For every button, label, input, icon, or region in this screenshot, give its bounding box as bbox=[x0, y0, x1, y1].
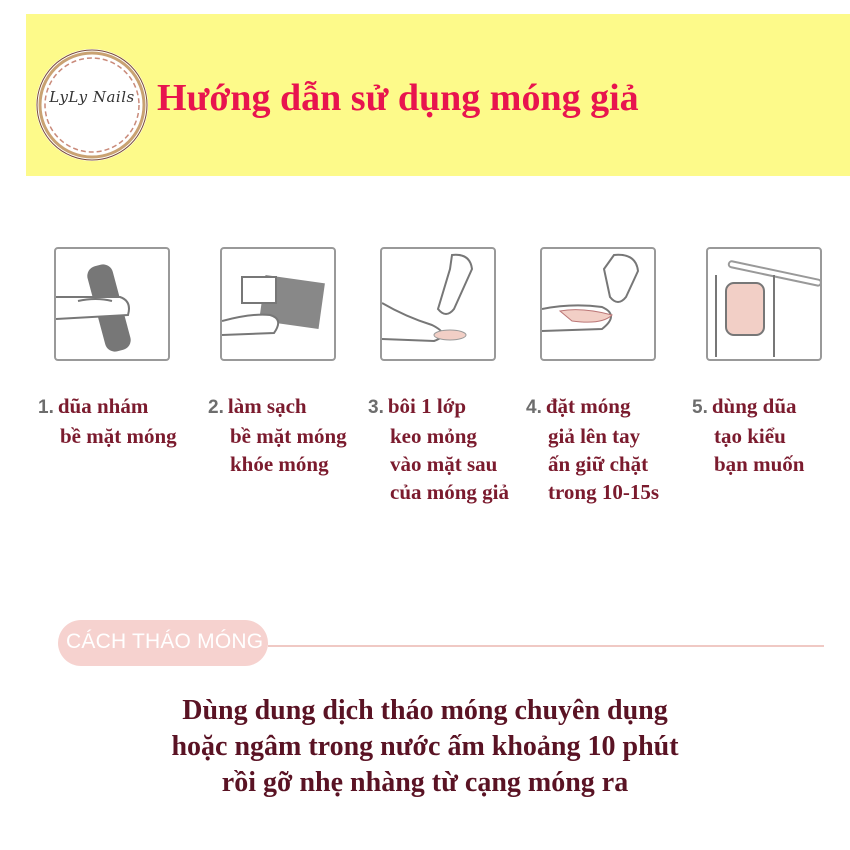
step-3-text bbox=[368, 392, 509, 506]
step-line: ấn giữ chặt bbox=[548, 452, 649, 476]
instruction-line: rồi gỡ nhẹ nhàng từ cạng móng ra bbox=[221, 767, 629, 798]
step-line: vào mặt sau bbox=[390, 452, 498, 476]
removal-instructions bbox=[60, 693, 790, 801]
step-5-text bbox=[692, 392, 804, 478]
step-3-illustration bbox=[380, 247, 496, 361]
removal-heading: CÁCH THÁO MÓNG bbox=[66, 630, 264, 653]
step-line: đặt móng bbox=[545, 394, 631, 418]
step-line: bạn muốn bbox=[714, 452, 805, 476]
step-number: 5. bbox=[692, 397, 708, 418]
step-line: khóe móng bbox=[230, 452, 329, 476]
glue-application-icon bbox=[382, 249, 494, 359]
step-4-illustration bbox=[540, 247, 656, 361]
step-line: làm sạch bbox=[227, 394, 307, 418]
step-line: bề mặt móng bbox=[230, 424, 347, 448]
shape-nail-icon bbox=[708, 249, 820, 359]
press-nail-icon bbox=[542, 249, 654, 359]
step-line: của móng giả bbox=[390, 480, 510, 504]
instruction-line: hoặc ngâm trong nước ấm khoảng 10 phút bbox=[171, 731, 679, 762]
step-line: tạo kiểu bbox=[714, 424, 786, 448]
step-1-illustration bbox=[54, 247, 170, 361]
instruction-line: Dùng dung dịch tháo móng chuyên dụng bbox=[182, 695, 668, 726]
step-line: trong 10-15s bbox=[548, 480, 660, 504]
step-number: 1. bbox=[38, 397, 54, 418]
step-2-illustration bbox=[220, 247, 336, 361]
divider bbox=[268, 645, 824, 647]
step-2-text bbox=[208, 392, 347, 478]
step-number: 4. bbox=[526, 397, 542, 418]
step-line: dùng dũa bbox=[711, 394, 797, 418]
nail-file-icon bbox=[56, 249, 168, 359]
page-title: Hướng dẫn sử dụng móng giả bbox=[157, 77, 639, 119]
step-4-text bbox=[526, 392, 659, 506]
step-line: giả lên tay bbox=[548, 424, 641, 448]
step-1-text bbox=[38, 392, 177, 450]
step-line: keo mỏng bbox=[390, 424, 477, 448]
step-line: bôi 1 lớp bbox=[387, 394, 467, 418]
logo-text: LyLy Nails bbox=[49, 88, 135, 106]
step-line: bề mặt móng bbox=[60, 424, 177, 448]
step-number: 2. bbox=[208, 397, 224, 418]
step-number: 3. bbox=[368, 397, 384, 418]
step-line: dũa nhám bbox=[57, 394, 149, 418]
cleaning-pad-icon bbox=[222, 249, 334, 359]
step-5-illustration bbox=[706, 247, 822, 361]
